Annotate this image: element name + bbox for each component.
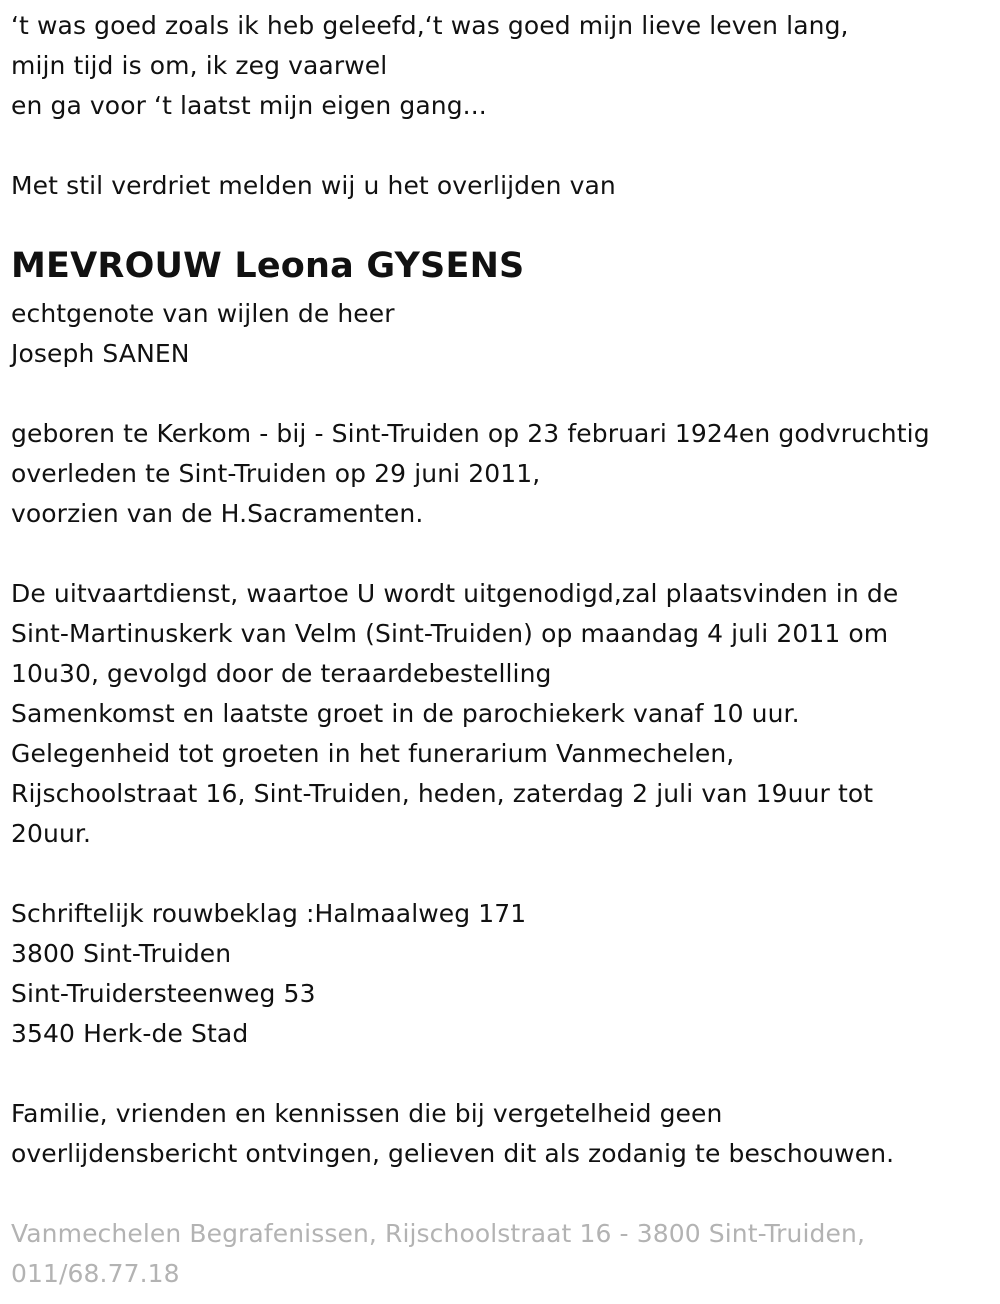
birth-death-line: geboren te Kerkom - bij - Sint-Truiden op 23 februari 1924en godvruchtig xyxy=(11,419,930,448)
condolences-line: Sint-Truidersteenweg 53 xyxy=(11,979,316,1008)
condolences-line: 3540 Herk-de Stad xyxy=(11,1019,249,1048)
condolences-line: 3800 Sint-Truiden xyxy=(11,939,232,968)
funeral-line: 20uur. xyxy=(11,819,92,848)
poem-line: en ga voor ‘t laatst mijn eigen gang... xyxy=(11,91,487,120)
intro-text: Met stil verdriet melden wij u het overlijden van xyxy=(11,171,616,200)
notice-line: overlijdensbericht ontvingen, gelieven dit als zodanig te beschouwen. xyxy=(11,1139,895,1168)
birth-death-line: overleden te Sint-Truiden op 29 juni 2011, xyxy=(11,459,541,488)
funeral-home-line: Vanmechelen Begrafenissen, Rijschoolstraat 16 - 3800 Sint-Truiden, xyxy=(11,1219,865,1248)
poem-line: mijn tijd is om, ik zeg vaarwel xyxy=(11,51,388,80)
birth-death-line: voorzien van de H.Sacramenten. xyxy=(11,499,424,528)
funeral-line: Rijschoolstraat 16, Sint-Truiden, heden, zaterdag 2 juli van 19uur tot xyxy=(11,779,874,808)
condolences-line: Schriftelijk rouwbeklag :Halmaalweg 171 xyxy=(11,899,527,928)
spouse-line: Joseph SANEN xyxy=(11,339,190,368)
funeral-line: Sint-Martinuskerk van Velm (Sint-Truiden) op maandag 4 juli 2011 om xyxy=(11,619,889,648)
funeral-home-phone: 011/68.77.18 xyxy=(11,1259,180,1288)
funeral-line: Samenkomst en laatste groet in de parochiekerk vanaf 10 uur. xyxy=(11,699,800,728)
funeral-line: 10u30, gevolgd door de teraardebestelling xyxy=(11,659,552,688)
poem-line: ‘t was goed zoals ik heb geleefd,‘t was goed mijn lieve leven lang, xyxy=(11,11,849,40)
notice-line: Familie, vrienden en kennissen die bij vergetelheid geen xyxy=(11,1099,723,1128)
funeral-line: Gelegenheid tot groeten in het funerarium Vanmechelen, xyxy=(11,739,735,768)
deceased-name: MEVROUW Leona GYSENS xyxy=(11,246,525,286)
spouse-line: echtgenote van wijlen de heer xyxy=(11,299,395,328)
funeral-line: De uitvaartdienst, waartoe U wordt uitgenodigd,zal plaatsvinden in de xyxy=(11,579,899,608)
